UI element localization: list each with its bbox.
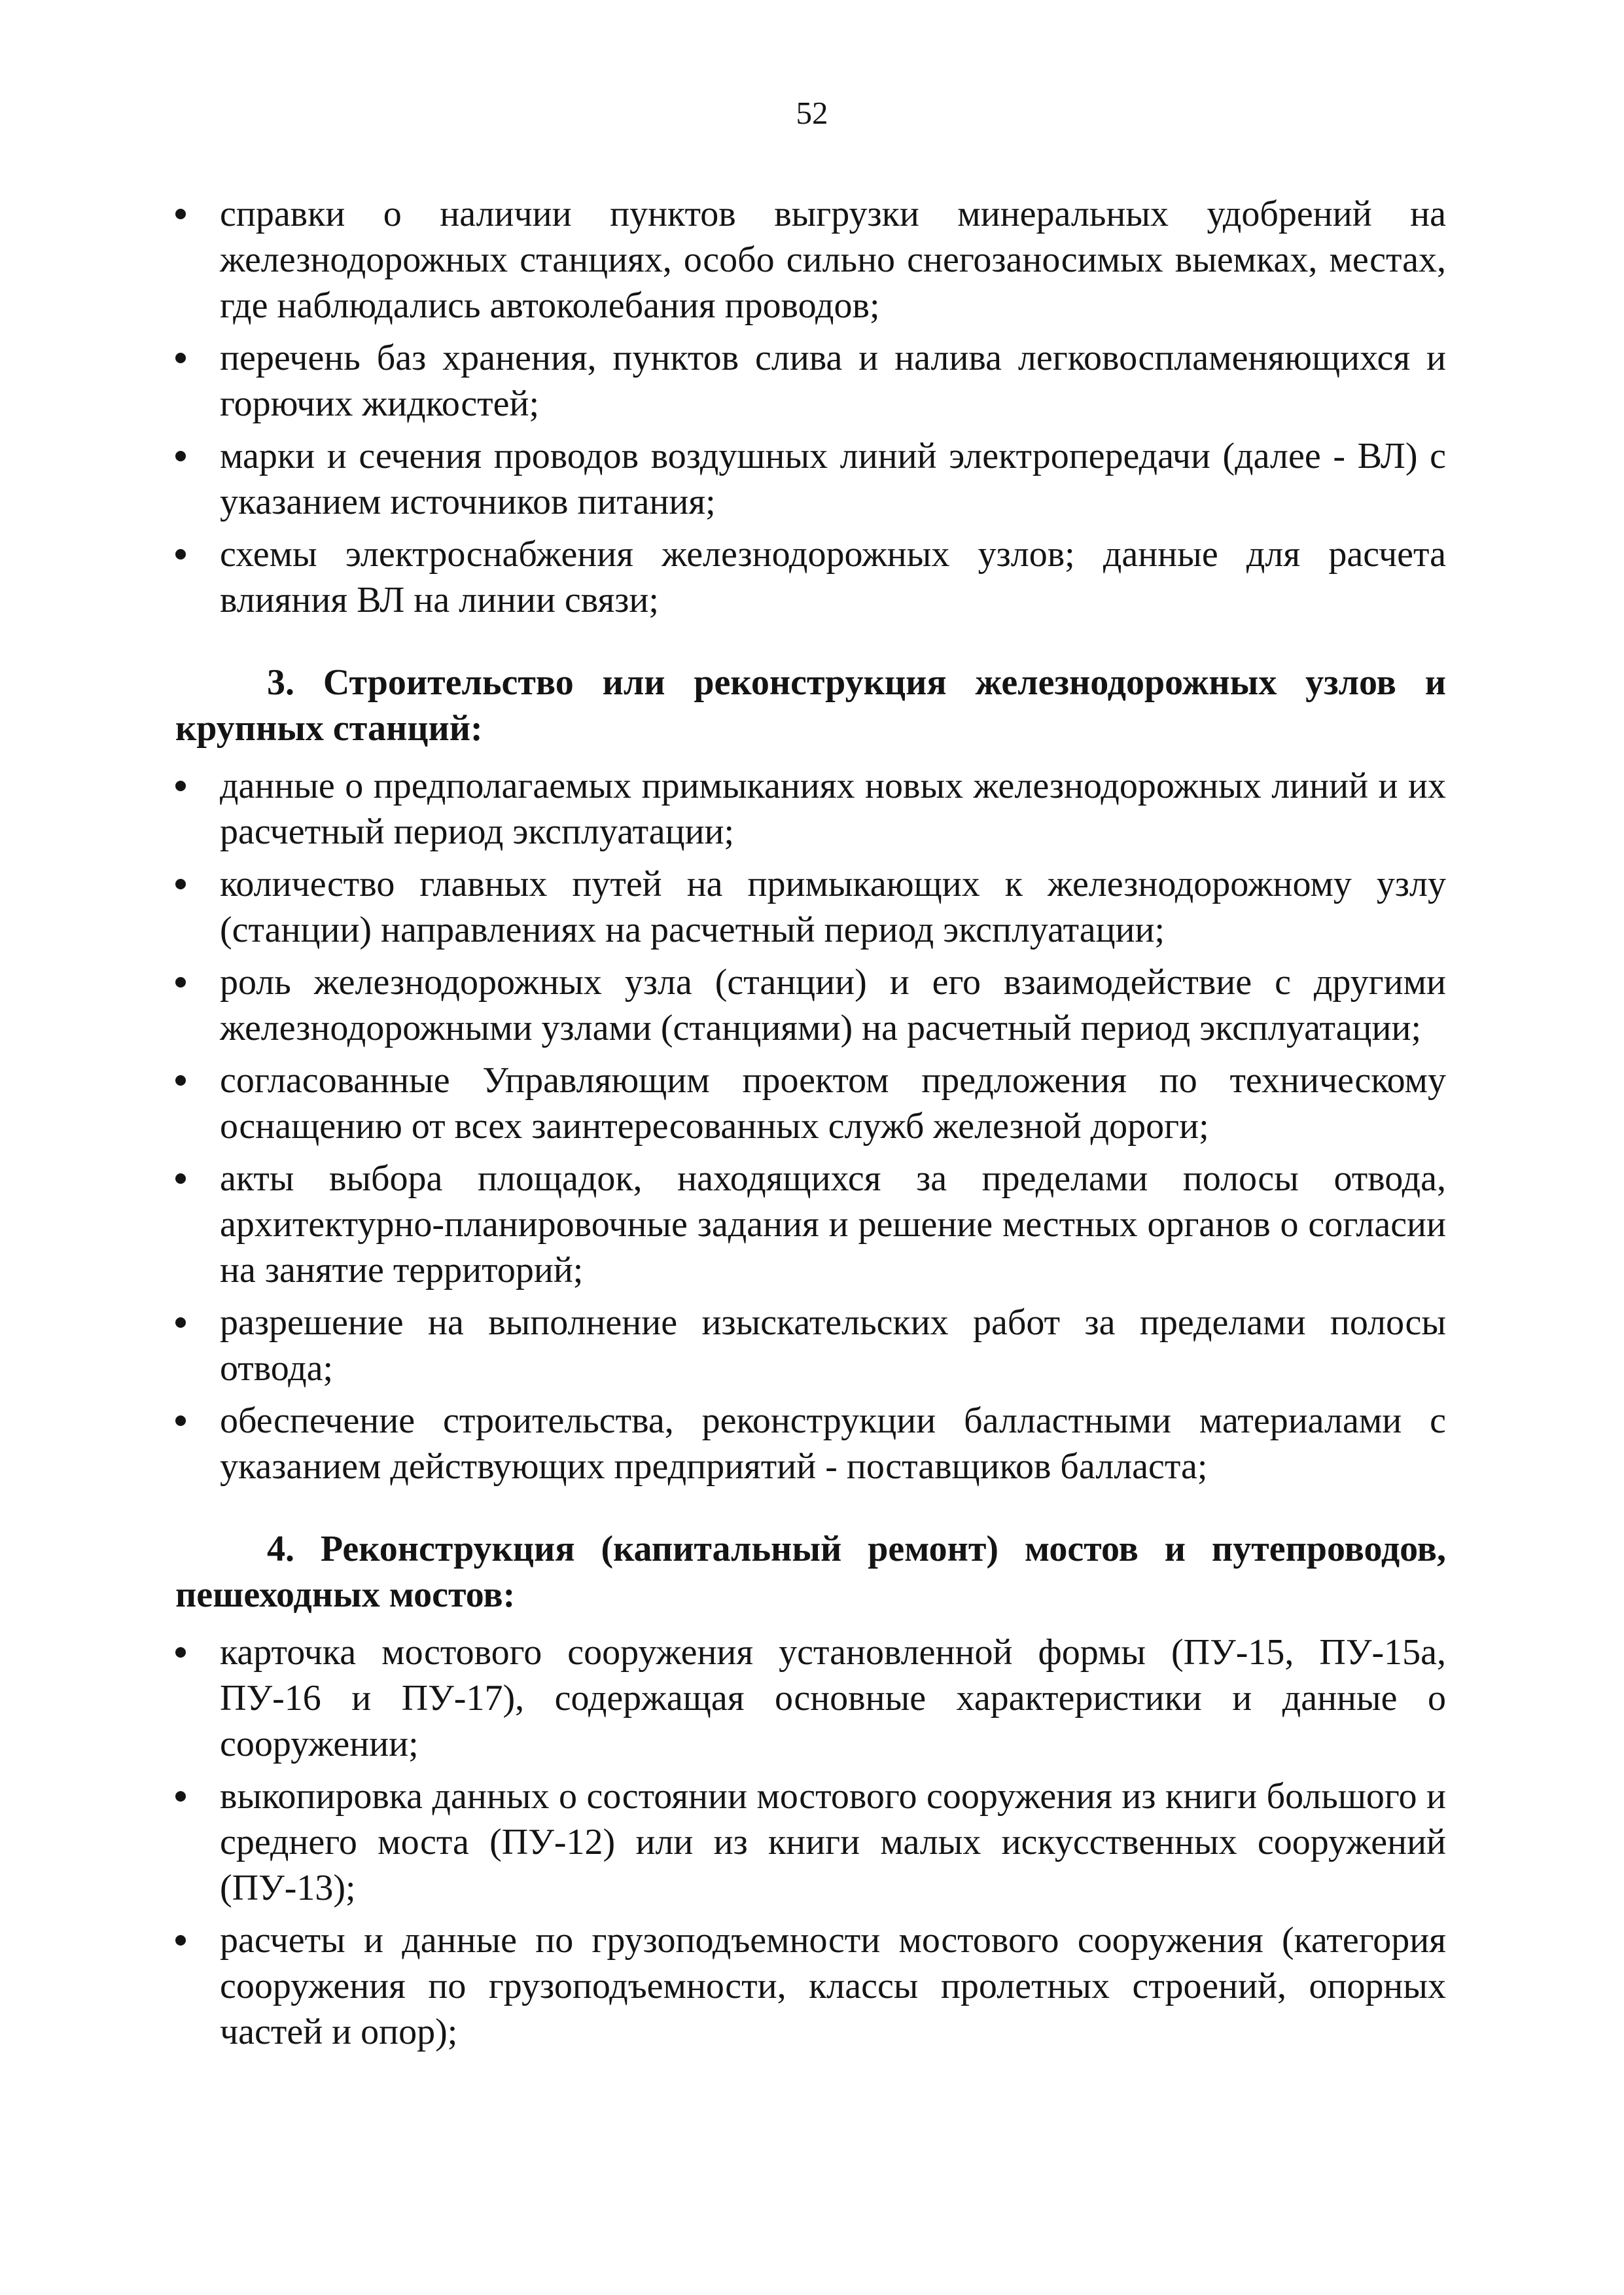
bullet-icon <box>175 1075 186 1086</box>
bullet-icon <box>175 1317 186 1328</box>
list-item-text: выкопировка данных о состоянии мостового сооружения из книги большого и среднего моста (ПУ-12) или из книги малых искусственных сооружений (ПУ-13); <box>220 1776 1446 1908</box>
list-item <box>175 1629 1446 1767</box>
section-4-bullet-list <box>175 1629 1446 2055</box>
section-4-heading: 4. Реконструкция (капитальный ремонт) мостов и путепроводов, пешеходных мостов: <box>175 1529 1446 1615</box>
list-item-text: справки о наличии пунктов выгрузки минеральных удобрений на железнодорожных станциях, особо сильно снегозаносимых выемках, местах, где наблюдались автоколебания проводов; <box>220 194 1446 326</box>
list-item-text: роль железнодорожных узла (станции) и его взаимодействие с другими железнодорожными узлами (станциями) на расчетный период эксплуатации; <box>220 962 1446 1048</box>
bullet-icon <box>175 209 186 219</box>
list-item-text: обеспечение строительства, реконструкции балластными материалами с указанием действующих предприятий - поставщиков балласта; <box>220 1400 1446 1487</box>
bullet-icon <box>175 781 186 791</box>
list-item <box>175 1156 1446 1293</box>
bullet-icon <box>175 1415 186 1426</box>
list-item <box>175 191 1446 329</box>
list-item <box>175 1398 1446 1489</box>
list-item <box>175 959 1446 1051</box>
bullet-icon <box>175 451 186 461</box>
intro-bullet-list <box>175 191 1446 623</box>
bullet-icon <box>175 977 186 987</box>
list-item <box>175 1300 1446 1391</box>
list-item <box>175 531 1446 623</box>
list-item-text: карточка мостового сооружения установленной формы (ПУ-15, ПУ-15а, ПУ-16 и ПУ-17), содержащая основные характеристики и данные о сооружении; <box>220 1632 1446 1764</box>
section-3-heading: 3. Строительство или реконструкция железнодорожных узлов и крупных станций: <box>175 662 1446 749</box>
bullet-icon <box>175 549 186 560</box>
list-item <box>175 1058 1446 1149</box>
list-item <box>175 1773 1446 1911</box>
list-item <box>175 1917 1446 2055</box>
list-item-text: согласованные Управляющим проектом предложения по техническому оснащению от всех заинтересованных служб железной дороги; <box>220 1060 1446 1147</box>
bullet-icon <box>175 879 186 889</box>
list-item-text: акты выбора площадок, находящихся за пределами полосы отвода, архитектурно-планировочные задания и решение местных органов о согласии на занятие территорий; <box>220 1158 1446 1290</box>
section-3-bullet-list <box>175 763 1446 1489</box>
list-item <box>175 335 1446 427</box>
page-number: 52 <box>796 95 828 131</box>
bullet-icon <box>175 1935 186 1946</box>
document-body <box>175 191 1446 2061</box>
list-item <box>175 861 1446 953</box>
list-item <box>175 763 1446 855</box>
bullet-icon <box>175 353 186 363</box>
bullet-icon <box>175 1791 186 1802</box>
list-item-text: схемы электроснабжения железнодорожных узлов; данные для расчета влияния ВЛ на линии связи; <box>220 534 1446 620</box>
list-item-text: перечень баз хранения, пунктов слива и налива легковоспламеняющихся и горючих жидкостей; <box>220 338 1446 424</box>
list-item-text: расчеты и данные по грузоподъемности мостового сооружения (категория сооружения по грузоподъемности, классы пролетных строений, опорных частей и опор); <box>220 1920 1446 2052</box>
bullet-icon <box>175 1647 186 1658</box>
list-item-text: разрешение на выполнение изыскательских работ за пределами полосы отвода; <box>220 1302 1446 1389</box>
list-item-text: марки и сечения проводов воздушных линий электропередачи (далее - ВЛ) с указанием источников питания; <box>220 436 1446 522</box>
list-item <box>175 433 1446 525</box>
bullet-icon <box>175 1173 186 1184</box>
list-item-text: данные о предполагаемых примыканиях новых железнодорожных линий и их расчетный период эксплуатации; <box>220 766 1446 852</box>
list-item-text: количество главных путей на примыкающих к железнодорожному узлу (станции) направлениях на расчетный период эксплуатации; <box>220 864 1446 950</box>
